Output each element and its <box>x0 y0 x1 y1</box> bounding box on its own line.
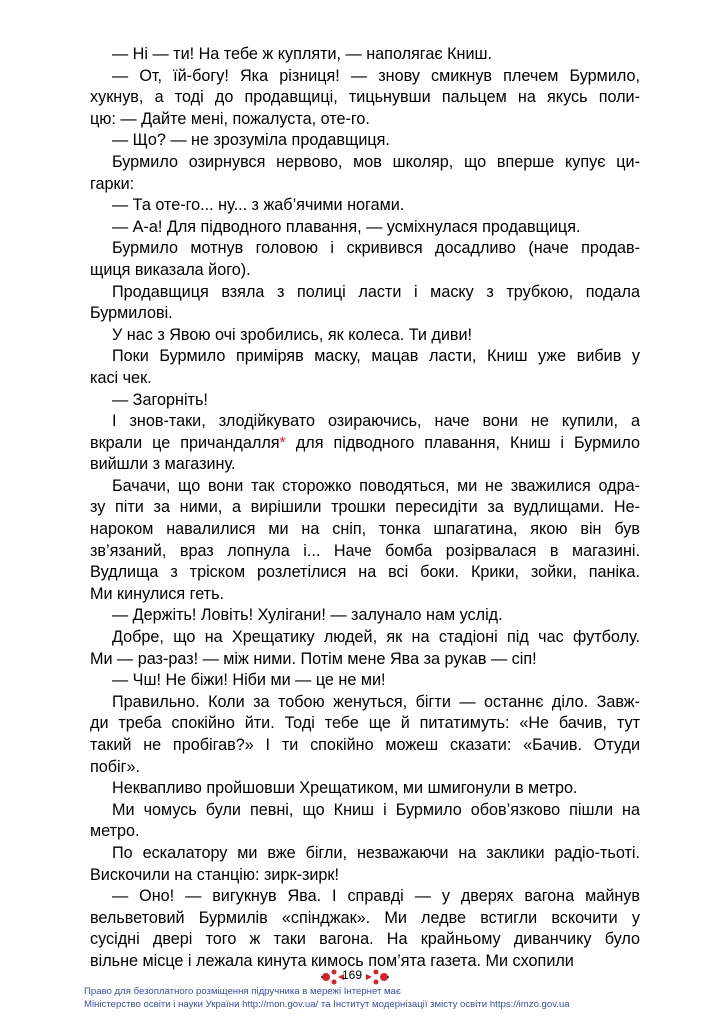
text-line: — Чш! Не біжи! Ніби ми — це не ми! <box>112 671 386 690</box>
text-line: метро. <box>90 822 140 841</box>
text-line: — Що? — не зрозуміла продавщиця. <box>112 131 390 150</box>
text-line: зв’язаний, враз лопнула і... Наче бомба розірвалася в магазині. <box>90 541 640 560</box>
text-line: Добре, що на Хрещатику людей, як на стадіоні під час футболу. <box>112 628 640 647</box>
text-fragment: для підводного плавання, Книш і Бурмило <box>285 433 640 452</box>
text-line: побіг». <box>90 757 141 776</box>
paragraph <box>90 346 640 389</box>
paragraph <box>90 130 640 152</box>
paragraph <box>90 238 640 281</box>
text-line: — Оно! — вигукнув Ява. І справді — у дверях вагона майнув <box>112 887 640 906</box>
page-number: 169 <box>341 968 363 982</box>
text-line: По ескалатору ми вже бігли, незважаючи на заклики радіо-тьоті. <box>112 843 640 862</box>
text-line: Бачачи, що вони так сторожко поводяться, ми не зважилися одра- <box>112 476 640 495</box>
text-line: гарки: <box>90 174 135 193</box>
paragraph <box>90 476 640 606</box>
text-line: Правильно. Коли за тобою женуться, бігти — останнє діло. Завж- <box>112 692 640 711</box>
text-line: такий не пробігав?» І ти спокійно можеш сказати: «Бачив. Отуди <box>90 736 640 754</box>
text-line: сусідні двері того ж таки вагона. На крайньому диванчику було <box>90 930 640 949</box>
text-line: Ми чомусь були певні, що Книш і Бурмило обов’язково пішли на <box>112 800 640 819</box>
paragraph <box>90 692 640 778</box>
paragraph <box>90 778 640 800</box>
text-line: щиця виказала його). <box>90 260 251 279</box>
footer-note <box>84 986 644 1011</box>
footnote-mark: * <box>279 433 286 452</box>
paragraph <box>90 605 640 627</box>
paragraph <box>90 217 640 239</box>
text-line: І знов-таки, злодійкувато озираючись, наче вони не купили, а <box>112 412 640 431</box>
paragraph <box>90 195 640 217</box>
paragraph <box>90 152 640 195</box>
text-line: — От, їй-богу! Яка різниця! — знову смикнув плечем Бурмило, <box>112 66 640 85</box>
paragraph <box>90 282 640 325</box>
paragraph <box>90 325 640 347</box>
text-line: касі чек. <box>90 368 152 387</box>
text-line: Бурмило озирнувся нервово, мов школяр, що вперше купує ци- <box>112 152 640 171</box>
paragraph <box>90 390 640 412</box>
text-line: нароком навалилися ми на сніп, тонка шпагатина, якою він був <box>90 520 640 539</box>
text-line: У нас з Явою очі зробились, як колеса. Ти диви! <box>112 325 473 344</box>
paragraph <box>90 843 640 886</box>
text-line: хукнув, а тоді до продавщиці, тицьнувши пальцем на якусь поли- <box>90 88 640 107</box>
text-line: вільне місце і лежала кинута кимось пом’ята газета. Ми схопили <box>90 951 574 970</box>
text-line: вийшли з магазину. <box>90 455 236 474</box>
paragraph <box>90 66 640 131</box>
paragraph <box>90 800 640 843</box>
paragraph <box>90 411 640 476</box>
paragraph <box>90 627 640 670</box>
text-line: Ми — раз-раз! — між ними. Потім мене Ява за рукав — сіп! <box>90 649 537 668</box>
text-line: вельветовий Бурмилів «спінджак». Ми ледве встигли вскочити у <box>90 908 640 927</box>
text-line: — Ні — ти! На тебе ж купляти, — наполягає Книш. <box>112 45 493 63</box>
paragraph <box>90 44 640 66</box>
text-line: Неквапливо пройшовши Хрещатиком, ми шмигонули в метро. <box>112 779 578 798</box>
text-line: Бурмило мотнув головою і скривився досадливо (наче продав- <box>112 239 640 258</box>
text-line: — Та оте-го... ну... з жаб’ячими ногами. <box>112 196 405 215</box>
text-line: Бурмилові. <box>90 304 173 323</box>
text-line: Ми кинулися геть. <box>90 584 225 603</box>
text-line: вкрали це причандалля* для підводного плавання, Книш і Бурмило <box>90 433 640 452</box>
paragraph <box>90 886 640 972</box>
text-line: Вискочили на станцію: зирк-зирк! <box>90 865 340 884</box>
footer-line-2: Міністерство освіти і науки України http://mon.gov.ua/ та Інститут модернізації змісту освіти https://imzo.gov.ua <box>84 998 570 1010</box>
text-line: Продавщиця взяла з полиці ласти і маску з трубкою, подала <box>112 282 640 301</box>
text-line: зу піти за ними, а вирішили трошки пересидіти за вудлищами. Не- <box>90 498 640 517</box>
text-line: — А-а! Для підводного плавання, — усміхнулася продавщиця. <box>112 217 581 236</box>
text-line: Поки Бурмило приміряв маску, мацав ласти, Книш уже вибив у <box>112 347 640 366</box>
paragraph <box>90 670 640 692</box>
text-line: ди треба спокійно йти. Тоді тебе ще й питатимуть: «Не бачив, тут <box>90 714 640 733</box>
text-line: — Загорніть! <box>112 390 208 409</box>
footer-line-1: Право для безоплатного розміщення підручника в мережі Інтернет має <box>84 986 401 997</box>
page-body <box>90 44 640 973</box>
text-line: цю: — Дайте мені, пожалуста, оте-го. <box>90 109 370 128</box>
text-line: — Держіть! Ловіть! Хулігани! — залунало нам услід. <box>112 606 503 625</box>
text-line: Вудлища з тріском розлетілися на всі боки. Крики, зойки, паніка. <box>90 563 640 582</box>
